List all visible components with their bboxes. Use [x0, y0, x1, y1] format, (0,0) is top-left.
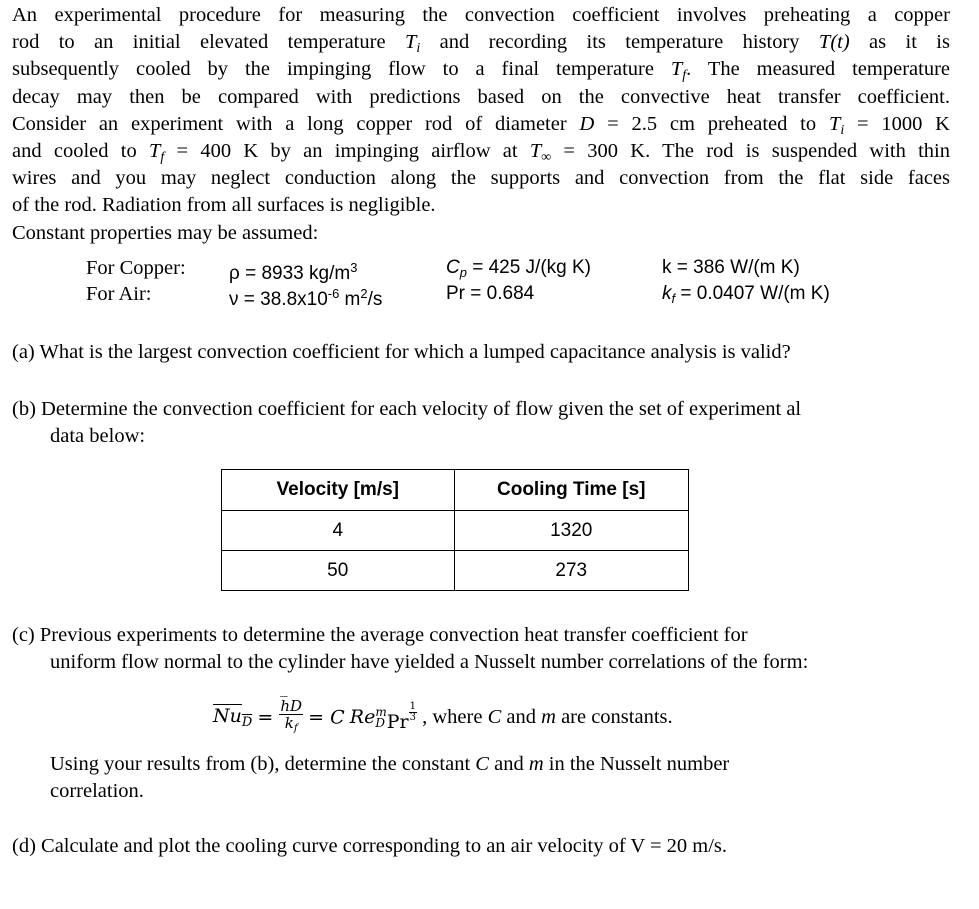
symbol-Tt: T(t) [818, 31, 850, 54]
table-cell-cooling-time: 273 [454, 551, 689, 591]
h-d-over-kf-fraction: $\frac{h̅D}{k_f}$ [280, 697, 303, 735]
copper-label: For Copper: [86, 257, 186, 279]
intro-line-7: wires and you may neglect conduction along the supports and convection from the flat side faces [12, 167, 950, 190]
problem-statement [12, 2, 950, 247]
air-conductivity: $k_f = 0.0407$ W/(m K) [662, 283, 830, 306]
question-c-line-4: correlation. [50, 780, 144, 802]
intro-line-3: subsequently cooled by the impinging flow to a final temperature $T_f$. The measured temperature [12, 58, 950, 84]
air-prandtl-number: Pr = 0.684 [446, 283, 535, 304]
experiment-data-table [221, 469, 689, 591]
question-a: (a) What is the largest convection coefficient for which a lumped capacitance analysis is valid? [12, 341, 791, 363]
question-c-line-1: (c) Previous experiments to determine the average convection heat transfer coefficient for [12, 624, 748, 646]
table-row [222, 551, 689, 591]
copper-density: ρ = 8933 $kg/m^3$ [229, 260, 358, 285]
question-c-line-3: Using your results from (b), determine the constant C and m in the Nusselt number [50, 753, 730, 775]
copper-conductivity: k = 386 W/(m K) [662, 257, 800, 278]
copper-specific-heat: $C_p = 425$ J/(kg K) [446, 257, 592, 280]
symbol-Tf: $T_f$ [670, 58, 687, 84]
table-header-row [222, 470, 689, 511]
formula-where-clause: , where C and m are constants. [422, 706, 673, 729]
intro-line-1: An experimental procedure for measuring the convection coefficient involves preheating a copper [12, 4, 950, 26]
symbol-Tf-2: $T_f$ [148, 139, 165, 166]
reynolds-term: Re m D [349, 705, 387, 731]
question-d: (d) Calculate and plot the cooling curve corresponding to an air velocity of V = 20 m/s. [12, 835, 728, 857]
question-c-line-2: uniform flow normal to the cylinder have yielded a Nusselt number correlations of the form: [50, 651, 809, 673]
table-cell-cooling-time: 1320 [454, 511, 689, 551]
intro-line-2: rod to an initial elevated temperature $T_i$ and recording its temperature history T(t) as it is [12, 31, 950, 57]
symbol-D: D [579, 112, 595, 135]
table-row [222, 511, 689, 551]
symbol-Tinf: $T_\infty$ [529, 139, 552, 166]
symbol-Ti: $T_i$ [404, 31, 421, 57]
air-label: For Air: [86, 283, 152, 305]
air-kinematic-viscosity: $\nu = 38.8x10^{-6}$ $m^2/s$ [229, 286, 383, 311]
nusselt-correlation-formula [213, 698, 673, 748]
nusselt-symbol: $Nu_D$ [213, 705, 253, 730]
table-header-velocity: Velocity [m/s] [222, 470, 455, 511]
question-b-line-2: data below: [50, 425, 146, 447]
table-header-cooling-time: Cooling Time [s] [454, 470, 689, 511]
symbol-Ti-2: $T_i$ [828, 112, 845, 138]
intro-line-9: Constant properties may be assumed: [12, 221, 319, 244]
table-cell-velocity: 4 [222, 511, 455, 551]
intro-line-4: decay may then be compared with predictions based on the convective heat transfer coefficient. [12, 85, 950, 108]
question-b-line-1: (b) Determine the convection coefficient for each velocity of flow given the set of experiment al [12, 398, 802, 420]
intro-line-6: and cooled to $T_f = 400$ K by an impinging airflow at $T_\infty = 300$ K. The rod is suspended with thin [12, 139, 950, 166]
intro-line-5: Consider an experiment with a long copper rod of diameter D = 2.5 cm preheated to $T_i = 1000$ K [12, 112, 950, 138]
prandtl-term: Pr $\frac{1}{3}$ [386, 701, 416, 733]
equals-sign: = [257, 706, 280, 729]
equals-sign-2: = [308, 706, 331, 729]
table-cell-velocity: 50 [222, 551, 455, 591]
constant-C: C [330, 706, 345, 729]
intro-line-8: of the rod. Radiation from all surfaces is negligible. [12, 194, 436, 217]
